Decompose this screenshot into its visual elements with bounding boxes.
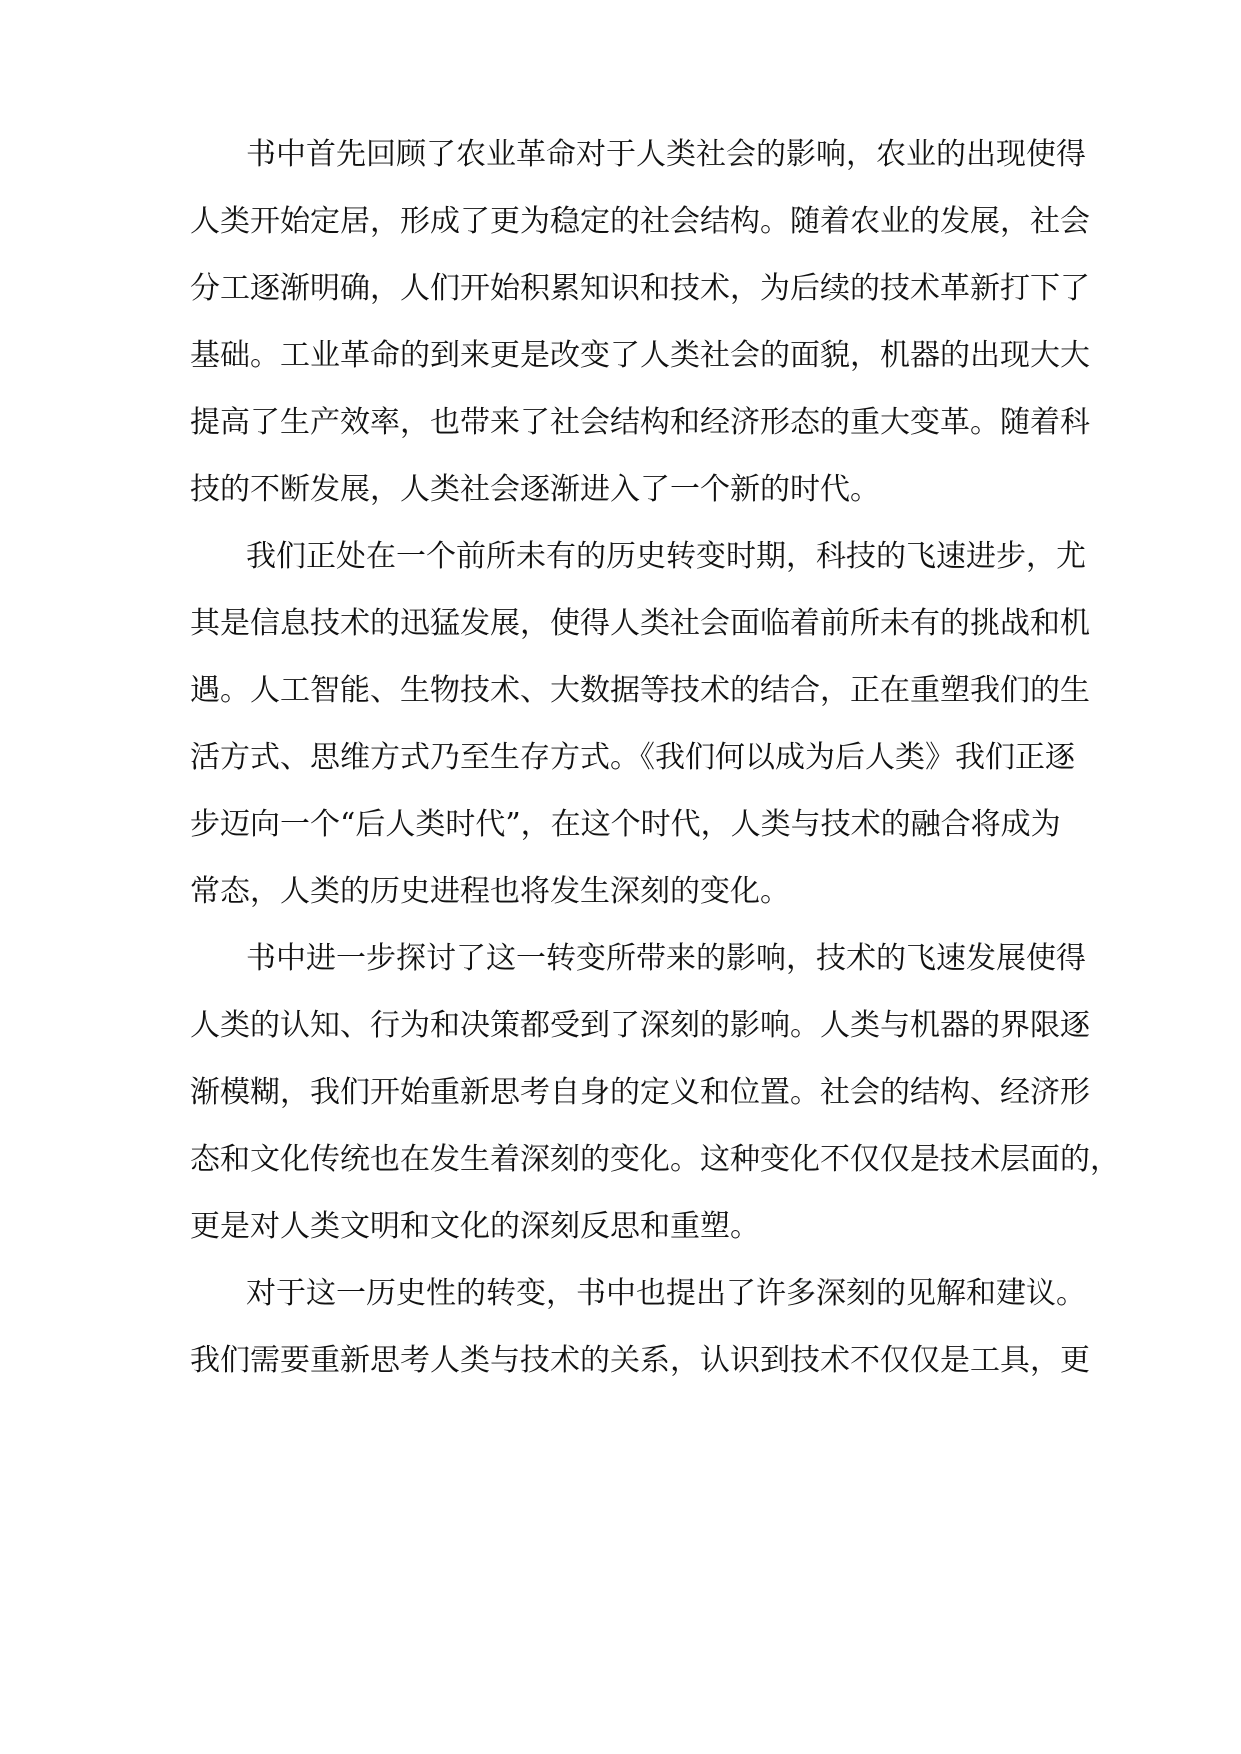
text-line: 常态，人类的历史进程也将发生深刻的变化。 bbox=[190, 874, 790, 909]
text-line: 书中进一步探讨了这一转变所带来的影响，技术的飞速发展使得 bbox=[246, 941, 1086, 976]
text-line: 我们需要重新思考人类与技术的关系，认识到技术不仅仅是工具，更 bbox=[190, 1343, 1090, 1378]
text-line: 分工逐渐明确，人们开始积累知识和技术，为后续的技术革新打下了 bbox=[190, 271, 1090, 306]
text-line: 态和文化传统也在发生着深刻的变化。这种变化不仅仅是技术层面的， bbox=[190, 1142, 1120, 1177]
text-line: 其是信息技术的迅猛发展，使得人类社会面临着前所未有的挑战和机 bbox=[190, 606, 1090, 641]
text-line: 遇。人工智能、生物技术、大数据等技术的结合，正在重塑我们的生 bbox=[190, 673, 1090, 708]
text-line: 提高了生产效率，也带来了社会结构和经济形态的重大变革。随着科 bbox=[190, 405, 1090, 440]
text-line: 更是对人类文明和文化的深刻反思和重塑。 bbox=[190, 1209, 760, 1244]
text-line: 我们正处在一个前所未有的历史转变时期，科技的飞速进步，尤 bbox=[246, 539, 1086, 574]
text-line: 基础。工业革命的到来更是改变了人类社会的面貌，机器的出现大大 bbox=[190, 338, 1090, 373]
text-line: 步迈向一个“后人类时代”，在这个时代，人类与技术的融合将成为 bbox=[190, 807, 1061, 842]
text-line: 人类的认知、行为和决策都受到了深刻的影响。人类与机器的界限逐 bbox=[190, 1008, 1090, 1043]
text-line: 技的不断发展，人类社会逐渐进入了一个新的时代。 bbox=[190, 472, 880, 507]
text-line: 活方式、思维方式乃至生存方式。《我们何以成为后人类》我们正逐 bbox=[190, 740, 1075, 775]
text-line: 对于这一历史性的转变，书中也提出了许多深刻的见解和建议。 bbox=[246, 1276, 1086, 1311]
text-line: 人类开始定居，形成了更为稳定的社会结构。随着农业的发展，社会 bbox=[190, 204, 1090, 239]
text-line: 渐模糊，我们开始重新思考自身的定义和位置。社会的结构、经济形 bbox=[190, 1075, 1090, 1110]
text-line: 书中首先回顾了农业革命对于人类社会的影响，农业的出现使得 bbox=[246, 137, 1086, 172]
